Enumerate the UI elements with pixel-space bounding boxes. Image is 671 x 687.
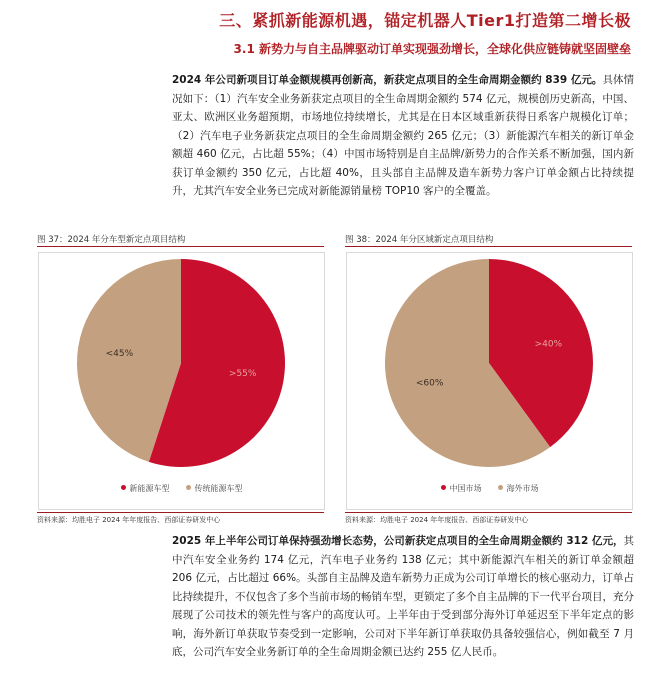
legend-item [441, 483, 482, 494]
pie-data-label: >40% [534, 339, 563, 350]
legend-swatch-icon [441, 485, 446, 490]
pie-data-label: <60% [415, 378, 444, 389]
figure-37-title: 图 37：2024 年分车型新定点项目结构 [37, 235, 186, 245]
paragraph-order-2025h1 [172, 532, 634, 662]
subsection-title: 3.1 新势力与自主品牌驱动订单实现强劲增长，全球化供应链铸就坚固壁垒 [233, 42, 631, 56]
figure-38-source: 资料来源：均胜电子 2024 年年度报告、西部证券研发中心 [345, 516, 529, 524]
figure-38-chart [346, 252, 633, 510]
figure-37-source: 资料来源：均胜电子 2024 年年度报告、西部证券研发中心 [37, 516, 221, 524]
pie-chart-region [347, 253, 632, 478]
figure-38-title: 图 38：2024 年分区域新定点项目结构 [345, 235, 494, 245]
paragraph-body: 其中汽车安全业务约 174 亿元，汽车电子业务约 138 亿元；其中新能源汽车相关的新订单金额超 206 亿元，占比超过 66%。头部自主品牌及造车新势力正成为公司订单增长的核心驱动力，订单占比持续提升，不仅包含了多个当前市场的畅销车型，更锁定了多个自主品牌的下一代平台项目，充分展现了公司技术的领先性与客户的高度认可。上半年由于受到部分海外订单延迟至下半年定点的影响，海外新订单获取节奏受到一定影响，公司对下半年新订单获取仍具备较强信心，例如截至 7 月底，公司汽车安全业务新订单的全生命周期金额已达约 255 亿人民币。 [172, 535, 634, 658]
legend-label: 海外市场 [506, 484, 539, 493]
legend-label: 传统能源车型 [194, 484, 243, 493]
figure-38-divider [345, 246, 632, 247]
legend-label: 新能源车型 [129, 484, 170, 493]
paragraph-lead: 2024 年公司新项目订单金额规模再创新高，新获定点项目的全生命周期金额约 839 亿元。 [172, 74, 603, 86]
figure-37-chart [38, 252, 325, 510]
legend-label: 中国市场 [449, 484, 482, 493]
section-title: 三、紧抓新能源机遇，锚定机器人Tier1打造第二增长极 [219, 11, 631, 30]
figure-37-divider [37, 246, 324, 247]
figure-37-source-divider [37, 512, 324, 513]
paragraph-lead: 2025 年上半年公司订单保持强劲增长态势，公司新获定点项目的全生命周期金额约 312 亿元， [172, 535, 624, 547]
pie-data-label: <45% [105, 349, 134, 360]
chart-legend [347, 483, 632, 494]
paragraph-order-2024 [172, 71, 634, 201]
legend-item [121, 483, 170, 494]
legend-swatch-icon [498, 485, 503, 490]
legend-item [186, 483, 243, 494]
legend-swatch-icon [186, 485, 191, 490]
pie-data-label: >55% [228, 368, 257, 379]
legend-swatch-icon [121, 485, 126, 490]
legend-item [498, 483, 539, 494]
figure-38-source-divider [345, 512, 632, 513]
paragraph-body: 具体情况如下：（1）汽车安全业务新获定点项目的全生命周期金额约 574 亿元，规模创历史新高，中国、亚太、欧洲区业务超预期，市场地位持续增长，尤其是在日本区域重新获得日系客户规模化订单；（2）汽车电子业务新获定点项目的全生命周期金额约 265 亿元；（3）新能源汽车相关的新订单金额超 460 亿元，占比超 55%；（4）中国市场特别是自主品牌/新势力的合作关系不断加强，国内新获订单金额约 350 亿元，占比超 40%，且头部自主品牌及造车新势力客户订单金额占比持续提升，尤其汽车安全业务已完成对新能源销量榜 TOP10 客户的全覆盖。 [172, 74, 634, 197]
pie-chart-vehicle-type [39, 253, 324, 478]
chart-legend [39, 483, 324, 494]
